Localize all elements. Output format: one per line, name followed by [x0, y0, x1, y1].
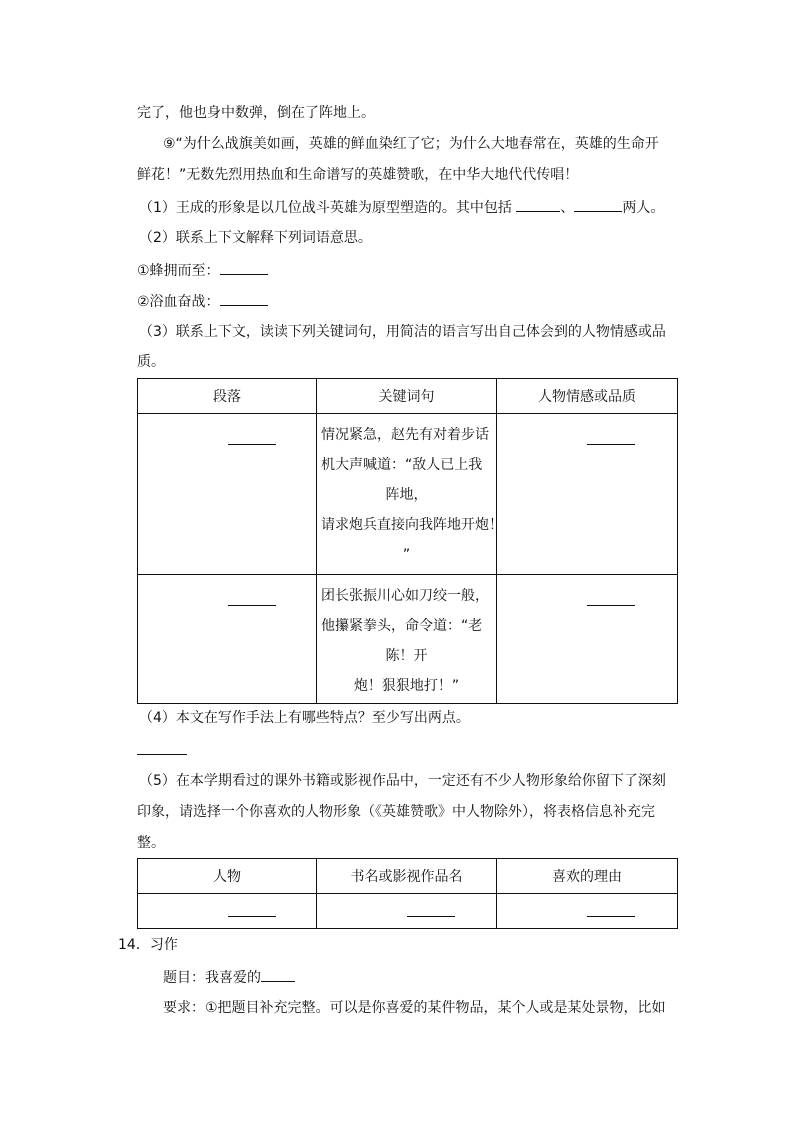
table-header-row	[138, 379, 678, 414]
item-label: ①蜂拥而至：	[137, 263, 220, 279]
question-3-cont: 质。	[137, 354, 165, 370]
table-cell	[497, 894, 678, 929]
answer-blank[interactable]	[587, 591, 635, 606]
composition-topic	[163, 967, 295, 988]
table-row	[138, 894, 678, 929]
table-header: 人物情感或品质	[497, 379, 678, 414]
question-3: （3）联系上下文，读读下列关键词句，用简洁的语言写出自己体会到的人物情感或品	[139, 324, 666, 340]
cell-text: 阵地，	[385, 487, 428, 503]
table-row	[138, 414, 678, 575]
question-1-tail: 两人。	[622, 200, 665, 216]
question-5: （5）在本学期看过的课外书籍或影视作品中，一定还有不少人物形象给你留下了深刻	[139, 773, 666, 789]
text-line: 完了，他也身中数弹，倒在了阵地上。	[137, 105, 375, 121]
answer-blank[interactable]	[516, 197, 560, 212]
separator: 、	[560, 200, 575, 216]
question-2: （2）联系上下文解释下列词语意思。	[139, 230, 372, 246]
question-2-item-1	[137, 260, 268, 281]
cell-text: 他攥紧拳头，命令道：“老	[321, 618, 483, 634]
question-4: （4）本文在写作手法上有哪些特点？至少写出两点。	[139, 710, 470, 726]
question-1-text: （1）王成的形象是以几位战斗英雄为原型塑造的。其中包括	[139, 200, 517, 216]
table-cell	[497, 414, 678, 575]
answer-blank[interactable]	[261, 967, 295, 982]
text-line: 鲜花！”无数先烈用热血和生命谱写的英雄赞歌，在中华大地代代传唱！	[137, 167, 579, 183]
answer-blank[interactable]	[220, 291, 268, 306]
answer-blank[interactable]	[228, 591, 276, 606]
answer-blank[interactable]	[574, 197, 622, 212]
topic-label: 题目：我喜爱的	[163, 970, 261, 986]
table-cell	[138, 575, 317, 704]
table-header-row	[138, 859, 678, 894]
table-cell	[317, 894, 497, 929]
answer-blank[interactable]	[587, 430, 635, 445]
section-14-heading: 14．习作	[118, 937, 178, 953]
table-cell	[317, 575, 497, 704]
table-header: 书名或影视作品名	[317, 859, 497, 894]
cell-text: ”	[402, 547, 411, 563]
answer-blank[interactable]	[407, 902, 455, 917]
question-5-cont: 印象，请选择一个你喜欢的人物形象（《英雄赞歌》中人物除外），将表格信息补充完	[137, 804, 655, 820]
table-header: 喜欢的理由	[497, 859, 678, 894]
table-header: 人物	[138, 859, 317, 894]
question-2-item-2	[137, 291, 268, 312]
cell-text: 陈！开	[385, 648, 428, 664]
item-label: ②浴血奋战：	[137, 294, 220, 310]
question-4-answer	[137, 740, 187, 761]
question-5-cont: 整。	[137, 835, 165, 851]
answer-blank[interactable]	[137, 740, 187, 755]
table-header: 关键词句	[317, 379, 497, 414]
cell-text: 情况紧急，赵先有对着步话	[321, 427, 489, 443]
composition-requirements: 要求：①把题目补充完整。可以是你喜爱的某件物品，某个人或是某处景物，比如	[163, 1000, 666, 1016]
cell-text: 请求炮兵直接向我阵地开炮！	[321, 517, 503, 533]
table-header: 段落	[138, 379, 317, 414]
analysis-table	[137, 378, 678, 704]
table-cell	[317, 414, 503, 575]
text-line: ⑨“为什么战旗美如画，英雄的鲜血染红了它；为什么大地春常在，英雄的生命开	[163, 136, 659, 152]
answer-blank[interactable]	[228, 902, 276, 917]
cell-text: 机大声喊道：“敌人已上我	[321, 457, 483, 473]
cell-text: 团长张振川心如刀绞一般，	[321, 588, 489, 604]
table-cell	[497, 575, 678, 704]
cell-text: 炮！狠狠地打！”	[353, 678, 460, 694]
table-cell	[138, 414, 317, 575]
question-1	[139, 197, 664, 218]
answer-blank[interactable]	[587, 902, 635, 917]
table-cell	[138, 894, 317, 929]
answer-blank[interactable]	[220, 260, 268, 275]
character-table	[137, 858, 678, 929]
table-row	[138, 575, 678, 704]
answer-blank[interactable]	[228, 430, 276, 445]
